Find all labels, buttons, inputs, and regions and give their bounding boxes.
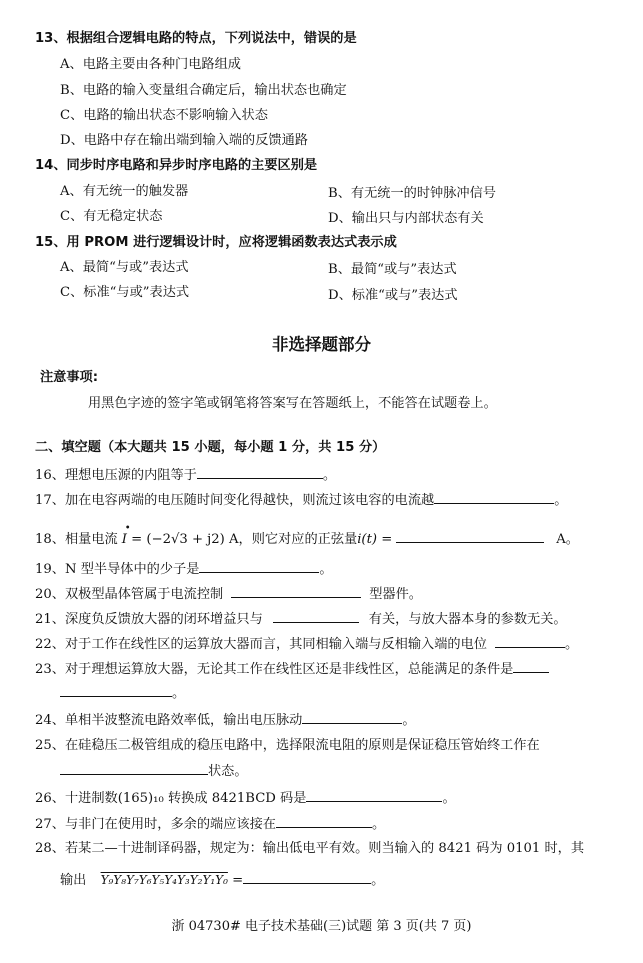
section-title: 非选择题部分 bbox=[272, 335, 371, 354]
q14-stem: 14、同步时序电路和异步时序电路的主要区别是 bbox=[35, 158, 318, 173]
q16-text: 16、理想电压源的内阻等于 bbox=[35, 468, 197, 483]
q18-sinusoid: i(t) bbox=[357, 532, 378, 547]
q15-option-b: B、最简“或与”表达式 bbox=[328, 262, 457, 277]
q22 bbox=[35, 635, 578, 654]
q21-blank[interactable] bbox=[273, 610, 359, 623]
q22-blank[interactable] bbox=[495, 635, 565, 648]
q26-post: 。 bbox=[442, 791, 456, 806]
q14-option-c: C、有无稳定状态 bbox=[60, 209, 163, 224]
q15-stem: 15、用 PROM 进行逻辑设计时，应将逻辑函数表达式表示成 bbox=[35, 235, 397, 250]
q26-blank[interactable] bbox=[306, 789, 442, 802]
q13-option-a: A、电路主要由各种门电路组成 bbox=[60, 57, 241, 72]
q17 bbox=[35, 491, 567, 510]
q25 bbox=[35, 737, 540, 755]
q18 bbox=[35, 523, 579, 549]
q13-stem: 13、根据组合逻辑电路的特点，下列说法中，错误的是 bbox=[35, 31, 357, 46]
q22-text: 22、对于工作在线性区的运算放大器而言，其同相输入端与反相输入端的电位 bbox=[35, 637, 487, 652]
q21-text: 21、深度负反馈放大器的闭环增益只与 bbox=[35, 612, 263, 627]
phasor-symbol: • I bbox=[121, 523, 131, 547]
q18-blank[interactable] bbox=[396, 530, 544, 543]
q18-text: 18、相量电流 bbox=[35, 532, 118, 547]
q17-post: 。 bbox=[554, 493, 568, 508]
q13-option-b: B、电路的输入变量组合确定后，输出状态也确定 bbox=[60, 83, 347, 98]
notice-label: 注意事项: bbox=[40, 370, 99, 385]
page-footer: 浙 04730# 电子技术基础(三)试题 第 3 页(共 7 页) bbox=[171, 919, 472, 934]
q13-option-d: D、电路中存在输出端到输入端的反馈通路 bbox=[60, 133, 308, 148]
q15-option-a: A、最简“与或”表达式 bbox=[60, 260, 189, 275]
q26-text: 26、十进制数(165)₁₀ 转换成 8421BCD 码是 bbox=[35, 791, 307, 806]
q27 bbox=[35, 815, 385, 834]
decoder-output-expression: Y₉Y₈Y₇Y₆Y₅Y₄Y₃Y₂Y₁Y₀ bbox=[100, 873, 228, 887]
q14-option-a: A、有无统一的触发器 bbox=[60, 184, 189, 199]
q24-blank[interactable] bbox=[302, 711, 402, 724]
q23-blank-end[interactable] bbox=[513, 660, 549, 673]
q23-blank[interactable] bbox=[60, 684, 172, 697]
q23 bbox=[35, 660, 549, 679]
q24 bbox=[35, 711, 416, 730]
q17-text: 17、加在电容两端的电压随时间变化得越快，则流过该电容的电流越 bbox=[35, 493, 435, 508]
q25-post: 状态。 bbox=[208, 764, 248, 779]
q19-text: 19、N 型半导体中的少子是 bbox=[35, 562, 200, 577]
q24-post: 。 bbox=[402, 713, 416, 728]
q14-option-b: B、有无统一的时钟脉冲信号 bbox=[328, 186, 496, 201]
q19 bbox=[35, 560, 333, 579]
q28-output-label: 输出 bbox=[60, 873, 87, 888]
q16-post: 。 bbox=[322, 468, 337, 483]
q20 bbox=[35, 585, 422, 604]
q25-blank[interactable] bbox=[60, 762, 208, 775]
q24-text: 24、单相半波整流电路效率低，输出电压脉动 bbox=[35, 713, 303, 728]
q27-blank[interactable] bbox=[276, 815, 372, 828]
notice-text: 用黑色字迹的签字笔或钢笔将答案写在答题纸上，不能答在试题卷上。 bbox=[88, 396, 497, 411]
q22-post: 。 bbox=[564, 637, 579, 652]
q18-equation: = (−2√3 + j2) A，则它对应的正弦量 bbox=[126, 532, 358, 547]
q28 bbox=[35, 840, 584, 858]
q17-blank[interactable] bbox=[434, 491, 554, 504]
q21-post: 有关，与放大器本身的参数无关。 bbox=[368, 612, 567, 627]
q23-post: 。 bbox=[172, 686, 186, 701]
q15-option-c: C、标准“与或”表达式 bbox=[60, 285, 190, 300]
q28-blank[interactable] bbox=[243, 871, 371, 884]
q19-blank[interactable] bbox=[199, 560, 319, 573]
q23-text: 23、对于理想运算放大器，无论其工作在线性区还是非线性区，总能满足的条件是 bbox=[35, 662, 514, 677]
q15-option-d: D、标准“或与”表达式 bbox=[328, 288, 458, 303]
part2-heading: 二、填空题（本大题共 15 小题，每小题 1 分，共 15 分） bbox=[35, 440, 386, 455]
q20-post: 型器件。 bbox=[369, 587, 422, 602]
q26 bbox=[35, 789, 456, 808]
q25-cont bbox=[60, 762, 248, 781]
q18-equals: = bbox=[377, 532, 393, 547]
q21 bbox=[35, 610, 567, 629]
q19-post: 。 bbox=[319, 562, 333, 577]
q13-option-c: C、电路的输出状态不影响输入状态 bbox=[60, 108, 268, 123]
q28-equals: = bbox=[227, 873, 244, 888]
q16 bbox=[35, 466, 336, 485]
q25-text: 25、在硅稳压二极管组成的稳压电路中，选择限流电阻的原则是保证稳压管始终工作在 bbox=[35, 738, 540, 753]
q27-text: 27、与非门在使用时，多余的端应该接在 bbox=[35, 817, 276, 832]
q20-text: 20、双极型晶体管属于电流控制 bbox=[35, 587, 224, 602]
q28-text: 28、若某二—十进制译码器，规定为：输出低电平有效。则当输入的 8421 码为 0101 时，其 bbox=[35, 841, 585, 856]
q23-cont bbox=[60, 684, 185, 703]
q28-cont bbox=[60, 871, 384, 890]
q20-blank[interactable] bbox=[231, 585, 361, 598]
q18-unit: A。 bbox=[556, 532, 579, 547]
q27-post: 。 bbox=[371, 817, 386, 832]
q16-blank[interactable] bbox=[197, 466, 323, 479]
q28-post: 。 bbox=[371, 873, 385, 888]
q14-option-d: D、输出只与内部状态有关 bbox=[328, 211, 484, 226]
